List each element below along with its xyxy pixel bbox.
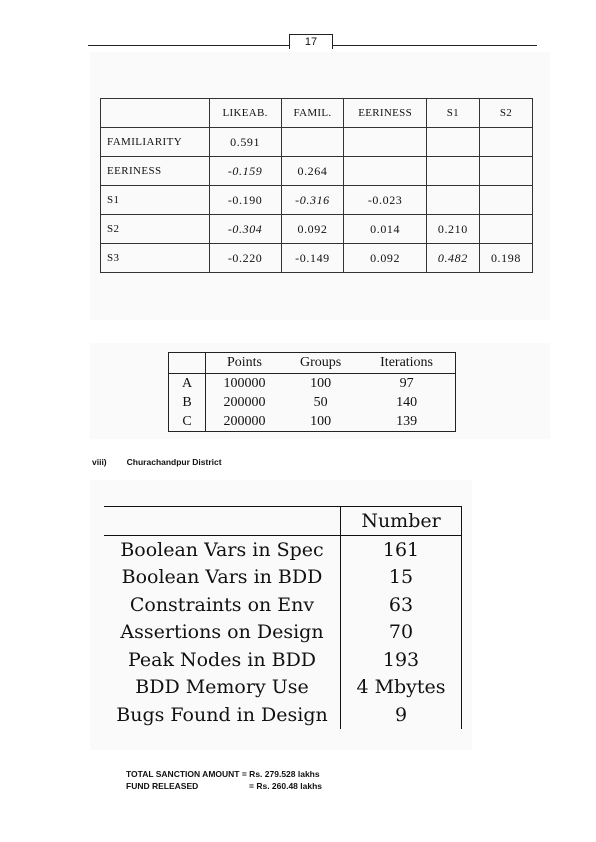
table-cell: -0.304 xyxy=(209,215,281,244)
column-header xyxy=(169,353,206,374)
table-row xyxy=(101,244,533,273)
sanction-row xyxy=(126,768,322,780)
table-row xyxy=(104,646,462,674)
table-cell xyxy=(426,128,479,157)
row-label: Peak Nodes in BDD xyxy=(127,648,317,671)
table-cell xyxy=(479,128,532,157)
row-label: S1 xyxy=(101,186,210,215)
table-cell xyxy=(344,157,426,186)
table-cell: 193 xyxy=(341,646,462,674)
sanction-label: TOTAL SANCTION AMOUNT xyxy=(126,769,240,779)
table-row xyxy=(101,215,533,244)
table-cell xyxy=(426,186,479,215)
table-cell: 0.014 xyxy=(344,215,426,244)
row-label: BDD Memory Use xyxy=(135,676,309,699)
row-label: A xyxy=(169,374,206,394)
funding-totals xyxy=(126,768,322,792)
table-cell: -0.316 xyxy=(281,186,344,215)
row-label: S3 xyxy=(101,244,210,273)
released-row xyxy=(126,780,322,792)
row-label: FAMILIARITY xyxy=(101,128,210,157)
table-cell: 0.482 xyxy=(426,244,479,273)
row-label: B xyxy=(169,393,206,412)
table-cell: 140 xyxy=(396,394,418,410)
table-row xyxy=(169,393,456,412)
column-header: EERINESS xyxy=(344,99,426,128)
table-cell: 63 xyxy=(341,591,462,619)
column-header: Iterations xyxy=(358,353,455,374)
page-number: 17 xyxy=(289,34,333,49)
bdd-stats-table xyxy=(104,506,462,729)
table-cell: 139 xyxy=(396,413,418,429)
sanction-value: = Rs. 279.528 lakhs xyxy=(241,769,320,779)
row-label: C xyxy=(169,412,206,432)
table-cell: -0.190 xyxy=(209,186,281,215)
table-cell xyxy=(479,186,532,215)
table-cell: 0.198 xyxy=(479,244,532,273)
column-header: Groups xyxy=(283,353,358,374)
table-cell: 0.210 xyxy=(426,215,479,244)
column-header-empty xyxy=(104,507,341,536)
column-header: S1 xyxy=(426,99,479,128)
table-cell xyxy=(344,128,426,157)
table-cell: 100 xyxy=(310,375,332,391)
table-cell: 50 xyxy=(313,394,328,410)
table-cell: -0.220 xyxy=(209,244,281,273)
table-row xyxy=(104,536,462,564)
table-cell: 200000 xyxy=(223,394,266,410)
table-cell: -0.149 xyxy=(281,244,344,273)
column-header: Number xyxy=(341,507,462,536)
table-cell: 0.264 xyxy=(281,157,344,186)
correlation-table xyxy=(100,98,533,273)
header-rule-right xyxy=(331,45,537,46)
table-row xyxy=(101,128,533,157)
row-label: EERINESS xyxy=(101,157,210,186)
section-title: Churachandpur District xyxy=(126,457,222,467)
section-heading xyxy=(92,457,222,467)
column-header xyxy=(101,99,210,128)
table-row xyxy=(169,374,456,394)
column-header: Points xyxy=(206,353,283,374)
table-cell: 200000 xyxy=(223,413,266,429)
row-label: Boolean Vars in BDD xyxy=(121,566,323,589)
table-row xyxy=(169,412,456,432)
points-table xyxy=(168,352,456,432)
row-label: Assertions on Design xyxy=(120,621,324,644)
table-cell: -0.023 xyxy=(344,186,426,215)
header-rule-left xyxy=(88,45,289,46)
table-row xyxy=(104,591,462,619)
table-cell: 100000 xyxy=(223,375,266,391)
released-value: = Rs. 260.48 lakhs xyxy=(249,781,323,791)
row-label: S2 xyxy=(101,215,210,244)
column-header: S2 xyxy=(479,99,532,128)
row-label: Constraints on Env xyxy=(129,593,315,616)
table-row xyxy=(104,701,462,729)
table-cell xyxy=(479,215,532,244)
table-cell: 97 xyxy=(399,375,414,391)
table-cell: 9 xyxy=(341,701,462,729)
table-cell: 100 xyxy=(310,413,332,429)
table-cell xyxy=(281,128,344,157)
row-label: Bugs Found in Design xyxy=(116,703,328,726)
table-cell xyxy=(479,157,532,186)
table-cell: -0.159 xyxy=(209,157,281,186)
table-header-row xyxy=(104,507,462,536)
table-cell: 0.591 xyxy=(209,128,281,157)
column-header: LIKEAB. xyxy=(209,99,281,128)
table-cell: 0.092 xyxy=(344,244,426,273)
table-row xyxy=(104,674,462,702)
table-cell: 70 xyxy=(341,619,462,647)
table-row xyxy=(101,157,533,186)
table-cell: 15 xyxy=(341,564,462,592)
table-row xyxy=(104,619,462,647)
table-header-row xyxy=(169,353,456,374)
row-label: Boolean Vars in Spec xyxy=(120,538,324,561)
table-cell: 161 xyxy=(341,536,462,564)
released-label: FUND RELEASED xyxy=(126,781,199,791)
table-row xyxy=(101,186,533,215)
column-header: FAMIL. xyxy=(281,99,344,128)
table-cell: 4 Mbytes xyxy=(341,674,462,702)
table-row xyxy=(104,564,462,592)
section-number: viii) xyxy=(92,457,107,467)
table-cell: 0.092 xyxy=(281,215,344,244)
table-header-row xyxy=(101,99,533,128)
table-cell xyxy=(426,157,479,186)
